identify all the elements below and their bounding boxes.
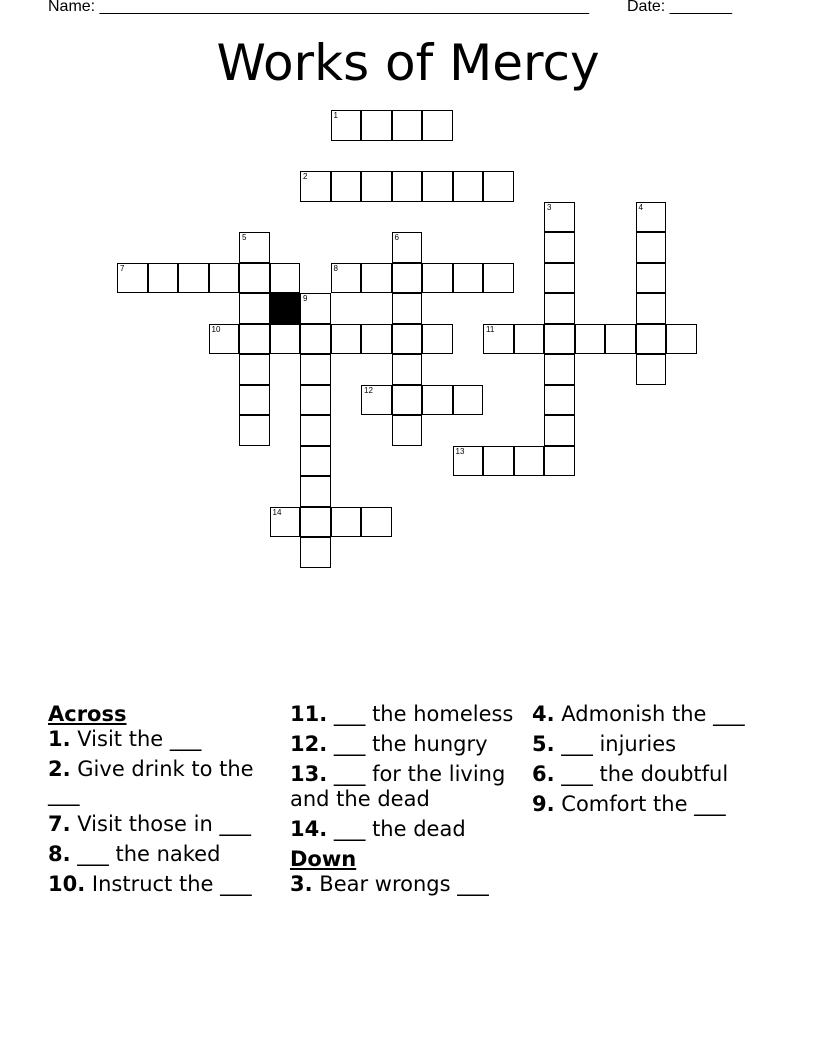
clue-column-2: [290, 702, 526, 902]
grid-cell[interactable]: [239, 385, 270, 416]
grid-cell[interactable]: [392, 110, 423, 141]
name-blank[interactable]: _______________________________________________________: [99, 0, 589, 15]
clue-number: 7: [120, 263, 125, 273]
across-clue-2: 2. Give drink to the ___: [48, 757, 254, 806]
down-clue-3: 3. Bear wrongs ___: [290, 872, 489, 896]
down-clue-6: 6. ___ the doubtful: [532, 762, 729, 786]
grid-cell[interactable]: [300, 324, 331, 355]
grid-cell[interactable]: [331, 507, 362, 538]
grid-cell[interactable]: [483, 171, 514, 202]
grid-cell[interactable]: [270, 324, 301, 355]
grid-cell[interactable]: [636, 263, 667, 294]
clue-number: 8: [333, 263, 338, 273]
grid-cell[interactable]: [422, 324, 453, 355]
grid-cell[interactable]: [361, 324, 392, 355]
clue-number: 6: [394, 233, 399, 242]
grid-cell[interactable]: [453, 385, 484, 416]
grid-cell[interactable]: [331, 324, 362, 355]
clue-number: 3: [547, 202, 552, 212]
grid-cell[interactable]: [300, 446, 331, 477]
date-line: [627, 0, 732, 16]
clue-number: 4: [638, 202, 643, 212]
grid-cell[interactable]: [270, 507, 301, 538]
grid-cell[interactable]: [209, 263, 240, 294]
date-label: Date:: [627, 0, 670, 15]
grid-cell[interactable]: [300, 537, 331, 568]
grid-cell[interactable]: [636, 232, 667, 263]
grid-cell[interactable]: [544, 232, 575, 263]
grid-cell[interactable]: [392, 354, 423, 385]
clue-number: 9: [303, 294, 308, 303]
grid-cell[interactable]: [544, 293, 575, 324]
grid-cell[interactable]: [239, 263, 270, 294]
grid-cell[interactable]: [422, 263, 453, 294]
grid-cell[interactable]: [239, 415, 270, 446]
name-label: Name:: [48, 0, 100, 15]
grid-cell[interactable]: [605, 324, 636, 355]
grid-cell[interactable]: [331, 110, 362, 141]
black-cell: [270, 293, 301, 324]
across-clue-13: 13. ___ for the living and the dead: [290, 762, 506, 811]
grid-cell[interactable]: [392, 324, 423, 355]
down-clue-9: 9. Comfort the ___: [532, 792, 726, 816]
clue-number: 2: [303, 172, 308, 181]
grid-cell[interactable]: [636, 293, 667, 324]
grid-cell[interactable]: [544, 202, 575, 233]
clue-number: 14: [272, 507, 282, 517]
clue-column-1: [48, 702, 284, 902]
down-heading: Down: [290, 847, 357, 871]
grid-cell[interactable]: [544, 324, 575, 355]
grid-cell[interactable]: [453, 446, 484, 477]
grid-cell[interactable]: [239, 324, 270, 355]
grid-cell[interactable]: [361, 171, 392, 202]
grid-cell[interactable]: [422, 171, 453, 202]
clue-number: 12: [364, 385, 373, 395]
grid-cell[interactable]: [483, 446, 514, 477]
grid-cell[interactable]: [300, 476, 331, 507]
across-clue-12: 12. ___ the hungry: [290, 732, 488, 756]
grid-cell[interactable]: [361, 385, 392, 416]
grid-cell[interactable]: [300, 171, 331, 202]
across-clue-14: 14. ___ the dead: [290, 817, 466, 841]
down-clue-5: 5. ___ injuries: [532, 732, 677, 756]
grid-cell[interactable]: [483, 263, 514, 294]
grid-cell[interactable]: [392, 293, 423, 324]
grid-cell[interactable]: [544, 446, 575, 477]
grid-cell[interactable]: [239, 232, 270, 263]
across-clue-8: 8. ___ the naked: [48, 842, 221, 866]
grid-cell[interactable]: [331, 171, 362, 202]
grid-cell[interactable]: [300, 293, 331, 324]
grid-cell[interactable]: [453, 263, 484, 294]
clue-number: 5: [242, 233, 247, 242]
clue-number: 10: [211, 324, 221, 334]
puzzle-title: Works of Mercy: [216, 34, 600, 92]
down-clue-4: 4. Admonish the ___: [532, 702, 745, 726]
grid-cell[interactable]: [361, 110, 392, 141]
grid-cell[interactable]: [392, 415, 423, 446]
grid-cell[interactable]: [300, 415, 331, 446]
grid-cell[interactable]: [331, 263, 362, 294]
grid-cell[interactable]: [239, 293, 270, 324]
across-clue-10: 10. Instruct the ___: [48, 872, 252, 896]
across-clue-7: 7. Visit those in ___: [48, 812, 251, 836]
clue-column-3: [532, 702, 768, 822]
across-heading: Across: [48, 702, 127, 726]
grid-cell[interactable]: [300, 385, 331, 416]
grid-cell[interactable]: [300, 507, 331, 538]
across-clue-1: 1. Visit the ___: [48, 727, 202, 751]
date-blank[interactable]: _______: [669, 0, 732, 15]
grid-cell[interactable]: [636, 354, 667, 385]
grid-cell[interactable]: [544, 385, 575, 416]
grid-cell[interactable]: [392, 385, 423, 416]
grid-cell[interactable]: [422, 385, 453, 416]
grid-cell[interactable]: [514, 324, 545, 355]
grid-cell[interactable]: [514, 446, 545, 477]
grid-cell[interactable]: [544, 415, 575, 446]
grid-cell[interactable]: [392, 232, 423, 263]
grid-cell[interactable]: [148, 263, 179, 294]
grid-cell[interactable]: [239, 354, 270, 385]
grid-cell[interactable]: [422, 110, 453, 141]
grid-cell[interactable]: [178, 263, 209, 294]
name-line: [48, 0, 589, 16]
clue-number: 13: [455, 446, 465, 456]
grid-cell[interactable]: [361, 263, 392, 294]
grid-cell[interactable]: [483, 324, 514, 355]
grid-cell[interactable]: [666, 324, 697, 355]
grid-cell[interactable]: [636, 324, 667, 355]
clue-number: 1: [333, 111, 338, 120]
grid-cell[interactable]: [300, 354, 331, 385]
across-clue-11: 11. ___ the homeless: [290, 702, 514, 726]
grid-cell[interactable]: [392, 263, 423, 294]
grid-cell[interactable]: [544, 354, 575, 385]
grid-cell[interactable]: [544, 263, 575, 294]
grid-cell[interactable]: [117, 263, 148, 294]
grid-cell[interactable]: [209, 324, 240, 355]
grid-cell[interactable]: [453, 171, 484, 202]
clue-number: 11: [486, 324, 495, 334]
grid-cell[interactable]: [270, 263, 301, 294]
grid-cell[interactable]: [392, 171, 423, 202]
grid-cell[interactable]: [636, 202, 667, 233]
grid-cell[interactable]: [575, 324, 606, 355]
grid-cell[interactable]: [361, 507, 392, 538]
